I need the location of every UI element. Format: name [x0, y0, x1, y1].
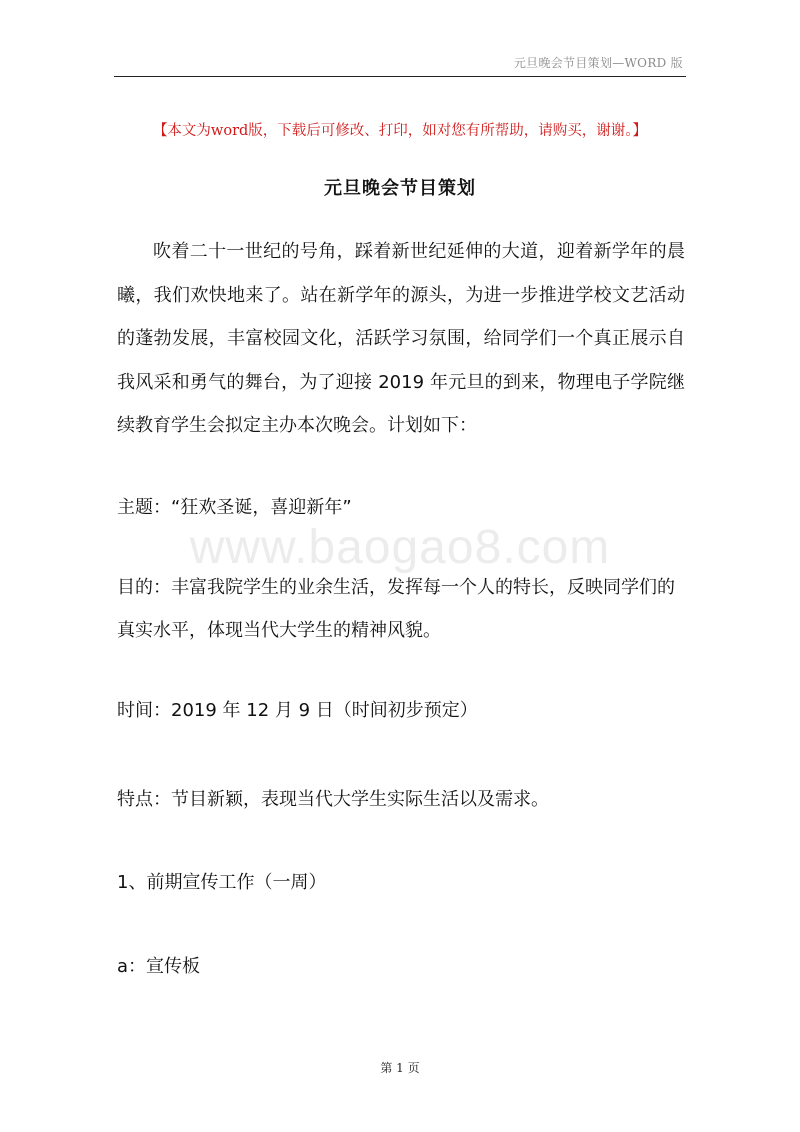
purpose-paragraph: 目的：丰富我院学生的业余生活，发挥每一个人的特长，反映同学们的真实水平，体现当代大学生的精神风貌。	[117, 577, 675, 641]
features-paragraph: 特点：节目新颖，表现当代大学生实际生活以及需求。	[117, 789, 549, 810]
time-paragraph: 时间：2019 年 12 月 9 日（时间初步预定）	[117, 700, 478, 721]
running-header: 元旦晚会节目策划—WORD 版	[513, 56, 683, 70]
step1-heading: 1、前期宣传工作（一周）	[117, 872, 327, 893]
theme-paragraph: 主题：“狂欢圣诞，喜迎新年”	[117, 497, 352, 518]
intro-paragraph: 吹着二十一世纪的号角，踩着新世纪延伸的大道，迎着新学年的晨曦，我们欢快地来了。站在新学年的源头，为进一步推进学校文艺活动的蓬勃发展，丰富校园文化，活跃学习氛围，给同学们一个真正展示自我风采和勇气的舞台，为了迎接 2019 年元旦的到来，物理电子学院继续教育学生会拟定主办本次晚会。计划如下：	[117, 241, 685, 436]
step1-item-a: a：宣传板	[117, 956, 201, 977]
watermark: www.baogao8.com	[189, 521, 611, 574]
purchase-notice: 【本文为word版，下载后可修改、打印，如对您有所帮助，请购买，谢谢。】	[152, 123, 648, 139]
page-number: 第 1 页	[380, 1061, 420, 1075]
document-title: 元旦晚会节目策划	[324, 178, 476, 199]
header-rule	[114, 76, 686, 77]
